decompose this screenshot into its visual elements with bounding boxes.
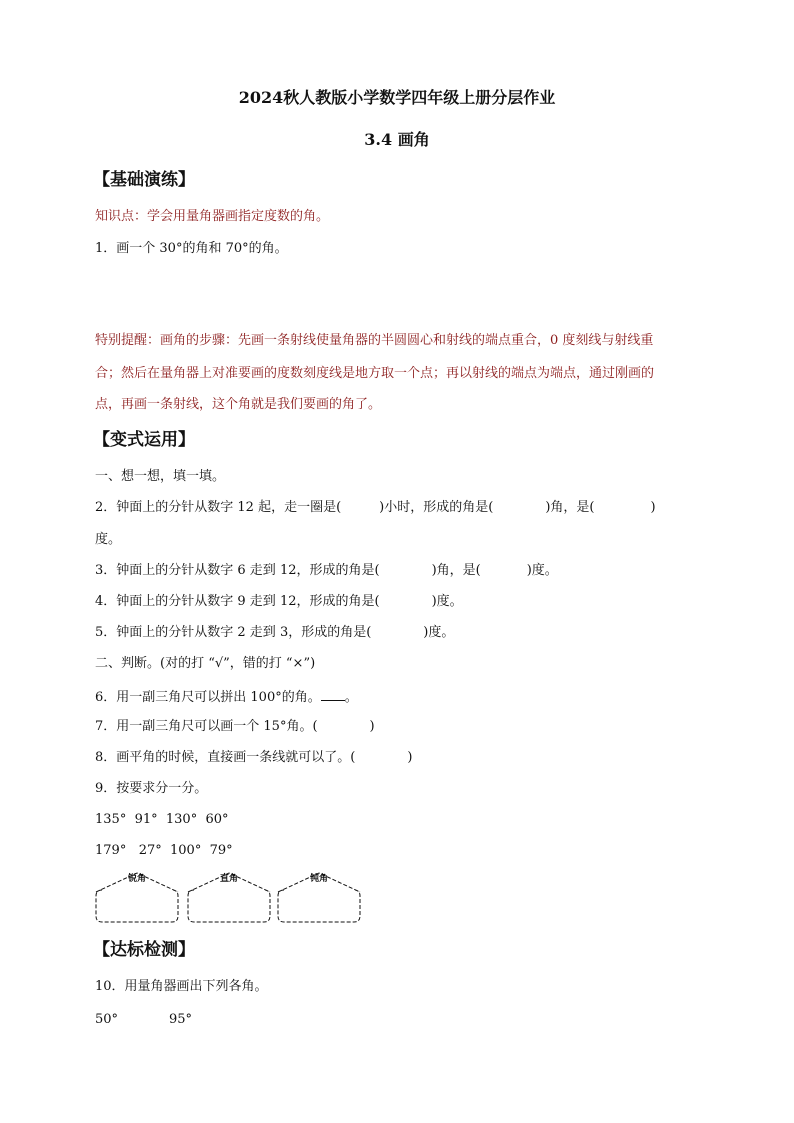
section-basic-heading: 【基础演练】 — [93, 170, 195, 190]
angle-50: 50° — [95, 1012, 119, 1027]
page-title: 2024秋人教版小学数学四年级上册分层作业 — [238, 88, 556, 107]
part-1-heading: 一、想一想，填一填。 — [95, 469, 226, 484]
tip-line-2: 合；然后在量角器上对准要画的度数刻度线是地方取一个点；再以射线的端点为端点，通过刚画的 — [95, 366, 655, 381]
question-3: 3．钟面上的分针从数字 6 走到 12，形成的角是( )角，是( )度。 — [95, 563, 558, 578]
question-2: 2．钟面上的分针从数字 12 起，走一圈是( )小时，形成的角是( )角，是( ) — [95, 500, 656, 515]
question-6: 6．用一副三角尺可以拼出 100°的角。 。 — [95, 690, 358, 705]
section-test-heading: 【达标检测】 — [93, 940, 195, 960]
box-label-obtuse: 钝角 — [309, 874, 328, 884]
knowledge-point: 知识点：学会用量角器画指定度数的角。 — [95, 209, 330, 224]
tip-line-3: 点，再画一条射线，这个角就是我们要画的角了。 — [95, 397, 382, 412]
angle-list-2: 179° 27° 100° 79° — [95, 843, 233, 858]
question-5: 5．钟面上的分针从数字 2 走到 3，形成的角是( )度。 — [95, 625, 455, 640]
question-4: 4．钟面上的分针从数字 9 走到 12，形成的角是( )度。 — [95, 594, 463, 609]
question-2-continued: 度。 — [95, 532, 122, 547]
answer-underline[interactable] — [321, 688, 345, 701]
box-label-right: 直角 — [219, 874, 238, 884]
angle-95: 95° — [169, 1012, 193, 1027]
obtuse-angle-box[interactable] — [276, 870, 362, 924]
page-subtitle: 3.4 画角 — [364, 130, 430, 149]
section-variant-heading: 【变式运用】 — [93, 430, 195, 450]
question-9: 9．按要求分一分。 — [95, 781, 208, 796]
angle-list-1: 135° 91° 130° 60° — [95, 812, 229, 827]
box-label-acute: 锐角 — [127, 874, 146, 884]
part-2-heading: 二、判断。(对的打 “√”，错的打 “×”) — [95, 656, 316, 671]
question-10: 10．用量角器画出下列各角。 — [95, 979, 268, 994]
question-8: 8．画平角的时候，直接画一条线就可以了。( ) — [95, 750, 413, 765]
question-1: 1．画一个 30°的角和 70°的角。 — [95, 241, 288, 256]
acute-angle-box[interactable] — [94, 870, 180, 924]
tip-line-1: 特别提醒：画角的步骤：先画一条射线使量角器的半圆圆心和射线的端点重合，0 度刻线与射线重 — [95, 333, 654, 348]
right-angle-box[interactable] — [186, 870, 272, 924]
question-7: 7．用一副三角尺可以画一个 15°角。( ) — [95, 719, 375, 734]
